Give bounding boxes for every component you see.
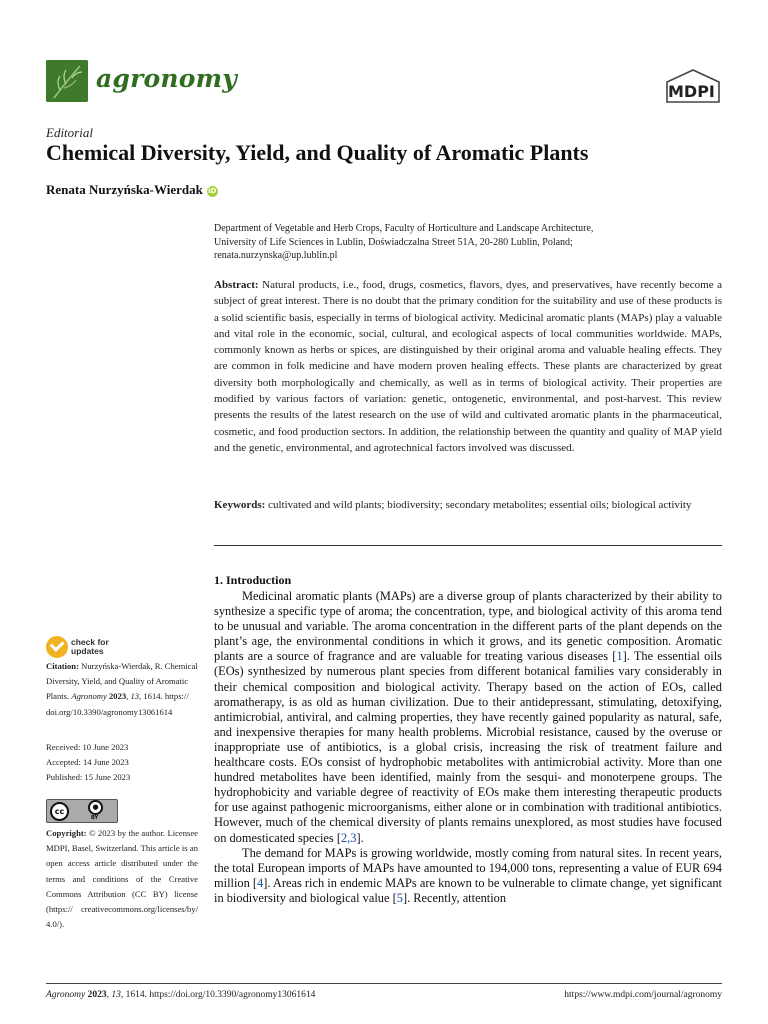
footer-doi[interactable]: , 1614. https://doi.org/10.3390/agronomy13061614 <box>120 990 316 1000</box>
received-date: Received: 10 June 2023 <box>46 742 129 752</box>
attribution-icon: ● <box>88 800 103 815</box>
accepted-date: Accepted: 14 June 2023 <box>46 757 129 768</box>
reference-link[interactable]: 4 <box>257 875 264 890</box>
paragraph-text: ]. <box>356 830 364 845</box>
citation-label: Citation: <box>46 661 79 671</box>
cc-by-label: BY <box>91 815 99 821</box>
keywords-label: Keywords: <box>214 499 266 511</box>
citation-volume: 13 <box>130 691 140 702</box>
check-for-updates-badge[interactable] <box>46 636 126 660</box>
copyright-text: © 2023 by the author. Licensee MDPI, Basel, Switzerland. This article is an open access article distributed under the terms and conditions of the Creative Commons Attribution (CC BY) license (https:// creativecommons.org/licenses/by/ 4.0/). <box>46 828 198 930</box>
paragraph-text: The demand for MAPs is growing worldwide, mostly coming from natural sites. In recent years, the total European imports of MAPs have amounted to 194,000 tons, representing a value of EUR 694 million [ <box>214 845 722 890</box>
wheat-icon <box>46 60 88 102</box>
reference-link[interactable]: 2,3 <box>340 830 357 845</box>
copyright-label: Copyright: <box>46 828 87 838</box>
footer-journal-url[interactable]: https://www.mdpi.com/journal/agronomy <box>564 990 722 1000</box>
abstract-text: Natural products, i.e., food, drugs, cosmetics, flavors, dyes, and preservatives, have recently become a subject of great interest. There is no doubt that the primary condition for the suitability and use of these products is a solid scientific basis, especially in terms of biological activity. Medicinal aromatic plants (MAPs) play a valuable and vital role in the economic, social, cultural, and ecological aspects of local communities worldwide. MAPs, commonly known as herbs or spices, are distinguished by their original aroma and valuable healing effects. They are common in folk medicine and have modern proven healing effects. These plants are characterized by great diversity both morphologically and chemically, as well as in terms of biological activity. Their properties are modified by various factors of variation: genetic, ontogenetic, environmental, and post-harvest. This review presents the results of the latest research on the use of wild and cultivated aromatic plants in the pharmaceutical, cosmetic, and food production sectors. In addition, the relationship between the quantity and quality of MAP yield and the genetic, environmental, and agrotechnical factors involved was discussed. <box>214 279 722 454</box>
abstract-label: Abstract: <box>214 279 259 291</box>
keywords-text: cultivated and wild plants; biodiversity; secondary metabolites; essential oils; biological activity <box>268 499 692 511</box>
citation-doi[interactable]: , 1614. https:// doi.org/10.3390/agronomy13061614 <box>46 691 189 717</box>
publisher-name: MDPI <box>668 82 715 101</box>
keywords <box>214 497 722 513</box>
footer-citation: Agronomy 2023, 13, 1614. https://doi.org/10.3390/agronomy13061614 <box>46 990 316 1000</box>
copyright-block <box>46 826 198 932</box>
author-name: Renata Nurzyńska-Wierdak <box>46 182 203 197</box>
cc-license-badge[interactable] <box>46 799 118 823</box>
article-type: Editorial <box>46 125 93 140</box>
paragraph <box>214 846 722 906</box>
orcid-icon[interactable]: iD <box>208 186 217 195</box>
check-updates-label <box>71 638 109 656</box>
paragraph-text: ]. Areas rich in endemic MAPs are known to be vulnerable to climate change, yet significant in biodiversity and biological value [ <box>214 875 722 905</box>
check-icon <box>46 636 68 658</box>
journal-name: agronomy <box>96 64 237 93</box>
reference-link[interactable]: 5 <box>396 890 403 905</box>
reference-link[interactable]: 1 <box>616 649 623 664</box>
footer-volume: 13 <box>111 990 121 1000</box>
paragraph-text: ]. The essential oils (EOs) synthesized by numerous plant species from different botanical families vary considerably in their chemical composition and biological activity. Therapy based on the action of EOs, called aromatherapy, is as old as human civilization. Due to their antidepressant, stimulating, detoxifying, antimicrobial, antiviral, and calming properties, they have recently gained popularity as natural, safe, and inexpensive therapies for many health problems. Microbial resistance, caused by the overuse or inappropriate use of antibiotics, is a global crisis, increasing the risk of treatment failure and healthcare costs. EOs consist of hydrophobic metabolites with antimicrobial activity. More than one hundred metabolites have been identified, mainly from the sesqui- and monoterpene groups. The hydrophobicity and variable degree of reactivity of EOs make them interesting therapeutic products for use against pathogenic microorganisms, either alone or in combination with traditional antibiotics. However, much of the chemical diversity of plants remains unexplored, as most studies have focused on domesticated species [ <box>214 649 723 845</box>
affiliation-line: Department of Vegetable and Herb Crops, Faculty of Horticulture and Landscape Architecture, <box>214 223 594 234</box>
paragraph-text: Medicinal aromatic plants (MAPs) are a diverse group of plants characterized by their ability to synthesize a specific type of aroma; the concentration, type, and biological activity of this aroma tend to be unusual and variable. The aroma concentration in the different parts of the plant depends on the plant’s age, the environmental conditions in which it grows, and its genetic composition. Aromatic plants are a source of fragrance and are valuable for treating various diseases [ <box>214 589 722 664</box>
affiliation <box>214 222 724 263</box>
paragraph <box>214 589 722 846</box>
page-title: Chemical Diversity, Yield, and Quality of Aromatic Plants <box>46 140 589 165</box>
check-updates-line: check for <box>71 637 109 647</box>
citation-block: Citation: Nurzyńska-Wierdak, R. Chemical Diversity, Yield, and Quality of Aromatic Plants. Agronomy 2023, 13, 1614. https:// doi.org/10.3390/agronomy13061614 <box>46 661 198 717</box>
check-updates-line: updates <box>71 646 104 656</box>
published-date: Published: 15 June 2023 <box>46 772 131 783</box>
footer-divider <box>46 983 722 984</box>
author-email[interactable]: renata.nurzynska@up.lublin.pl <box>214 250 338 261</box>
body-text <box>214 589 722 906</box>
footer-year: 2023 <box>87 990 107 1000</box>
divider <box>214 545 722 546</box>
section-heading: 1. Introduction <box>214 573 292 587</box>
citation-text: Nurzyńska-Wierdak, R. Chemical Diversity, Yield, and Quality of Aromatic Plants. <box>46 661 198 702</box>
cc-icon: cc <box>50 802 69 821</box>
paragraph-text: ]. Recently, attention <box>402 890 507 905</box>
footer-journal: Agronomy <box>46 990 86 1000</box>
dates-block <box>46 740 198 786</box>
mdpi-logo <box>664 68 722 104</box>
abstract <box>214 277 722 456</box>
journal-logo <box>46 60 88 102</box>
citation-journal: Agronomy <box>71 691 107 702</box>
citation-year: 2023 <box>108 691 127 702</box>
affiliation-line: University of Life Sciences in Lublin, Doświadczalna Street 51A, 20-280 Lublin, Poland; <box>214 236 573 248</box>
author <box>46 182 218 198</box>
